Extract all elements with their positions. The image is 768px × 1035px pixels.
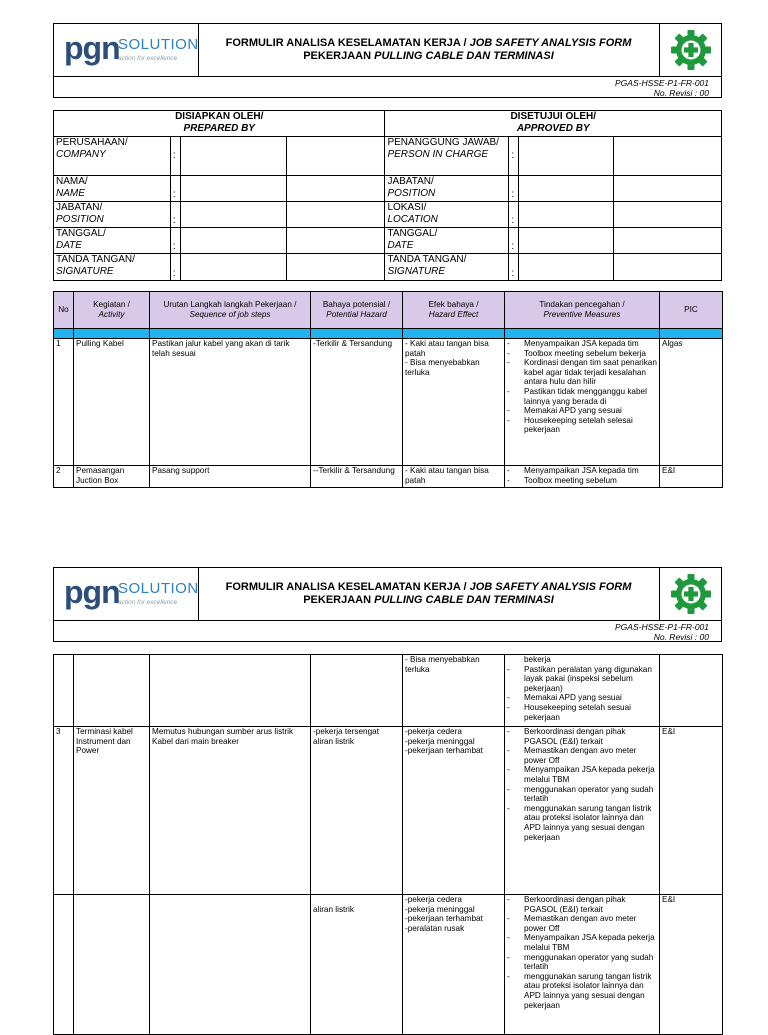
label-name: NAMA/ NAME <box>54 176 171 202</box>
title-line1: FORMULIR ANALISA KESELAMATAN KERJA / <box>225 581 470 593</box>
row-activity: Pulling Kabel <box>74 339 150 466</box>
doc-code: PGAS-HSSE-P1-FR-001 <box>615 622 709 632</box>
row-hazard: --Terkilir & Tersandung <box>311 466 403 488</box>
signature-right-value[interactable] <box>519 254 614 281</box>
colon: : <box>509 202 519 228</box>
header-top-row <box>54 568 721 621</box>
measure-continuation: bekerja <box>524 655 551 664</box>
table-row <box>54 339 723 466</box>
row-effect: -pekerja cedera -pekerja meninggal -pekerjaan terhambat <box>403 727 505 895</box>
row-pic <box>660 655 723 727</box>
row-steps: Pastikan jalur kabel yang akan di tarik telah sesuai <box>150 339 311 466</box>
date-left-value[interactable] <box>180 228 286 254</box>
measure-item: - Memastikan dengan avo meter power Off <box>507 914 657 933</box>
jsa-table-page2 <box>53 654 723 1035</box>
measure-item: - Menyampaikan JSA kepada pekerja melalui TBM <box>507 933 657 952</box>
approval-table <box>53 110 722 281</box>
row-measures <box>505 655 660 727</box>
logo-sub-text: SOLUTION <box>118 580 199 597</box>
row-activity: Terminasi kabel Instrument dan Power <box>74 727 150 895</box>
row-pic: E&I <box>660 466 723 488</box>
measure-item: - Toolbox meeting sebelum <box>507 476 657 486</box>
approved-by-header: DISETUJUI OLEH/ APPROVED BY <box>385 111 722 137</box>
title-line1-italic: JOB SAFETY ANALYSIS FORM <box>469 37 632 49</box>
logo-tagline: action for excellence <box>118 55 178 62</box>
section-divider-row <box>54 329 723 339</box>
col-steps: Urutan Langkah langkah Pekerjaan / Sequence of job steps <box>150 292 311 329</box>
colon: : <box>509 137 519 176</box>
row-measures <box>505 466 660 488</box>
row-measures <box>505 727 660 895</box>
colon: : <box>170 137 180 176</box>
measure-item: - Pastikan peralatan yang digunakan layak pakai (inspeksi sebelum pekerjaan) <box>507 665 657 694</box>
date-left-value-2[interactable] <box>286 228 385 254</box>
label-date-right: TANGGAL/ DATE <box>385 228 509 254</box>
jsa-table-page1 <box>53 291 723 488</box>
measure-item: - Pastikan tidak mengganggu kabel lainnya yang berada di <box>507 387 657 406</box>
title-line2: PEKERJAAN <box>303 50 375 62</box>
measure-item: - Kordinasi dengan tim saat penarikan kabel agar tidak terjadi kesalahan antara hulu dan hilir <box>507 358 657 387</box>
colon: : <box>509 176 519 202</box>
signature-right-value-2[interactable] <box>614 254 722 281</box>
colon: : <box>170 228 180 254</box>
row-steps <box>150 895 311 1035</box>
label-person-in-charge: PENANGGUNG JAWAB/ PERSON IN CHARGE <box>385 137 509 176</box>
gear-cross-emblem-icon <box>660 568 722 620</box>
label-signature-right: TANDA TANGAN/ SIGNATURE <box>385 254 509 281</box>
position-left-value[interactable] <box>180 202 286 228</box>
measure-item: - Menyampaikan JSA kepada tim <box>507 339 657 349</box>
row-no <box>54 895 74 1035</box>
company-value[interactable] <box>180 137 286 176</box>
colon: : <box>170 254 180 281</box>
colon: : <box>509 228 519 254</box>
measure-item: - Berkoordinasi dengan pihak PGASOL (E&I) terkait <box>507 895 657 914</box>
gear-cross-emblem-icon <box>660 24 722 76</box>
title-line1: FORMULIR ANALISA KESELAMATAN KERJA / <box>225 37 470 49</box>
label-company: PERUSAHAAN/ COMPANY <box>54 137 171 176</box>
row-steps: Pasang support <box>150 466 311 488</box>
form-title <box>198 24 660 76</box>
name-value-2[interactable] <box>286 176 385 202</box>
label-position-left: JABATAN/ POSITION <box>54 202 171 228</box>
company-logo <box>54 24 199 76</box>
measure-item: - Housekeeping setelah sesuai pekerjaan <box>507 703 657 722</box>
company-logo <box>54 568 199 620</box>
measure-item: - menggunakan sarung tangan listrik atau proteksi isolator lainnya dan APD lainnya yang sesuai dengan pekerjaan <box>507 804 657 842</box>
header-top-row <box>54 24 721 77</box>
revision-number: No. Revisi : 00 <box>653 88 709 98</box>
position-left-value-2[interactable] <box>286 202 385 228</box>
row-effect: -pekerja cedera -pekerja meninggal -pekerjaan terhambat -peralatan rusak <box>403 895 505 1035</box>
label-signature-left: TANDA TANGAN/ SIGNATURE <box>54 254 171 281</box>
label-date-left: TANGGAL/ DATE <box>54 228 171 254</box>
doc-code-block <box>615 78 709 98</box>
position-value-2[interactable] <box>614 176 722 202</box>
table-row <box>54 727 723 895</box>
measure-item: - menggunakan operator yang sudah terlatih <box>507 953 657 972</box>
title-line2-italic: PULLING CABLE DAN TERMINASI <box>374 594 554 606</box>
row-hazard: aliran listrik <box>311 895 403 1035</box>
date-right-value[interactable] <box>519 228 614 254</box>
doc-code-block <box>615 622 709 642</box>
jsa-header-row <box>54 292 723 329</box>
col-no: No <box>54 292 74 329</box>
col-activity: Kegiatan / Activity <box>74 292 150 329</box>
measure-item: - menggunakan operator yang sudah terlatih <box>507 785 657 804</box>
title-line2-italic: PULLING CABLE DAN TERMINASI <box>374 50 554 62</box>
logo-main-text: pgn <box>64 574 120 610</box>
label-position: JABATAN/ POSITION <box>385 176 509 202</box>
row-no: 3 <box>54 727 74 895</box>
row-no: 1 <box>54 339 74 466</box>
col-effect: Efek bahaya / Hazard Effect <box>403 292 505 329</box>
location-value-2[interactable] <box>614 202 722 228</box>
signature-left-value-2[interactable] <box>286 254 385 281</box>
table-row <box>54 466 723 488</box>
row-hazard: -pekerja tersengat aliran listrik <box>311 727 403 895</box>
measure-item: - Memakai APD yang sesuai <box>507 693 657 703</box>
prepared-by-header: DISIAPKAN OLEH/ PREPARED BY <box>54 111 385 137</box>
name-value[interactable] <box>180 176 286 202</box>
colon: : <box>509 254 519 281</box>
col-hazard: Bahaya potensial / Potential Hazard <box>311 292 403 329</box>
person-in-charge-value-2[interactable] <box>614 137 722 176</box>
page1-header <box>53 23 722 98</box>
row-pic: E&I <box>660 895 723 1035</box>
row-measures <box>505 895 660 1035</box>
measure-item: - Memakai APD yang sesuai <box>507 406 657 416</box>
row-measures <box>505 339 660 466</box>
row-steps <box>150 655 311 727</box>
row-hazard <box>311 655 403 727</box>
person-in-charge-value[interactable] <box>519 137 614 176</box>
revision-number: No. Revisi : 00 <box>653 632 709 642</box>
row-steps: Memutus hubungan sumber arus listrik Kabel dari main breaker <box>150 727 311 895</box>
position-value[interactable] <box>519 176 614 202</box>
logo-sub-text: SOLUTION <box>118 36 199 53</box>
signature-left-value[interactable] <box>180 254 286 281</box>
col-measures: Tindakan pencegahan / Preventive Measures <box>505 292 660 329</box>
doc-code: PGAS-HSSE-P1-FR-001 <box>615 78 709 88</box>
row-activity <box>74 895 150 1035</box>
row-effect: - Bisa menyebabkan terluka <box>403 655 505 727</box>
form-title <box>198 568 660 620</box>
colon: : <box>170 202 180 228</box>
table-row <box>54 895 723 1035</box>
colon: : <box>170 176 180 202</box>
row-activity <box>74 655 150 727</box>
measure-item: - Toolbox meeting sebelum bekerja <box>507 349 657 359</box>
row-pic: Algas <box>660 339 723 466</box>
measure-item: - Housekeeping setelah selesai pekerjaan <box>507 416 657 435</box>
measure-item: - Menyampaikan JSA kepada tim <box>507 466 657 476</box>
logo-main-text: pgn <box>64 30 120 66</box>
measure-item: - menggunakan sarung tangan listrik atau proteksi isolator lainnya dan APD lainnya yang sesuai dengan pekerjaan <box>507 972 657 1010</box>
date-right-value-2[interactable] <box>614 228 722 254</box>
label-location: LOKASI/ LOCATION <box>385 202 509 228</box>
row-activity: Pemasangan Juction Box <box>74 466 150 488</box>
table-row <box>54 655 723 727</box>
row-no: 2 <box>54 466 74 488</box>
page2-header <box>53 567 722 642</box>
location-value[interactable] <box>519 202 614 228</box>
logo-tagline: action for excellence <box>118 599 178 606</box>
title-line2: PEKERJAAN <box>303 594 375 606</box>
measure-item: - Menyampaikan JSA kepada pekerja melalui TBM <box>507 765 657 784</box>
row-hazard: -Terkilir & Tersandung <box>311 339 403 466</box>
measure-item: - Berkoordinasi dengan pihak PGASOL (E&I) terkait <box>507 727 657 746</box>
col-pic: PIC <box>660 292 723 329</box>
row-effect: - Kaki atau tangan bisa patah - Bisa menyebabkan terluka <box>403 339 505 466</box>
row-pic: E&I <box>660 727 723 895</box>
title-line1-italic: JOB SAFETY ANALYSIS FORM <box>469 581 632 593</box>
company-value-2[interactable] <box>286 137 385 176</box>
measure-item: - Memastikan dengan avo meter power Off <box>507 746 657 765</box>
row-effect: - Kaki atau tangan bisa patah <box>403 466 505 488</box>
row-no <box>54 655 74 727</box>
